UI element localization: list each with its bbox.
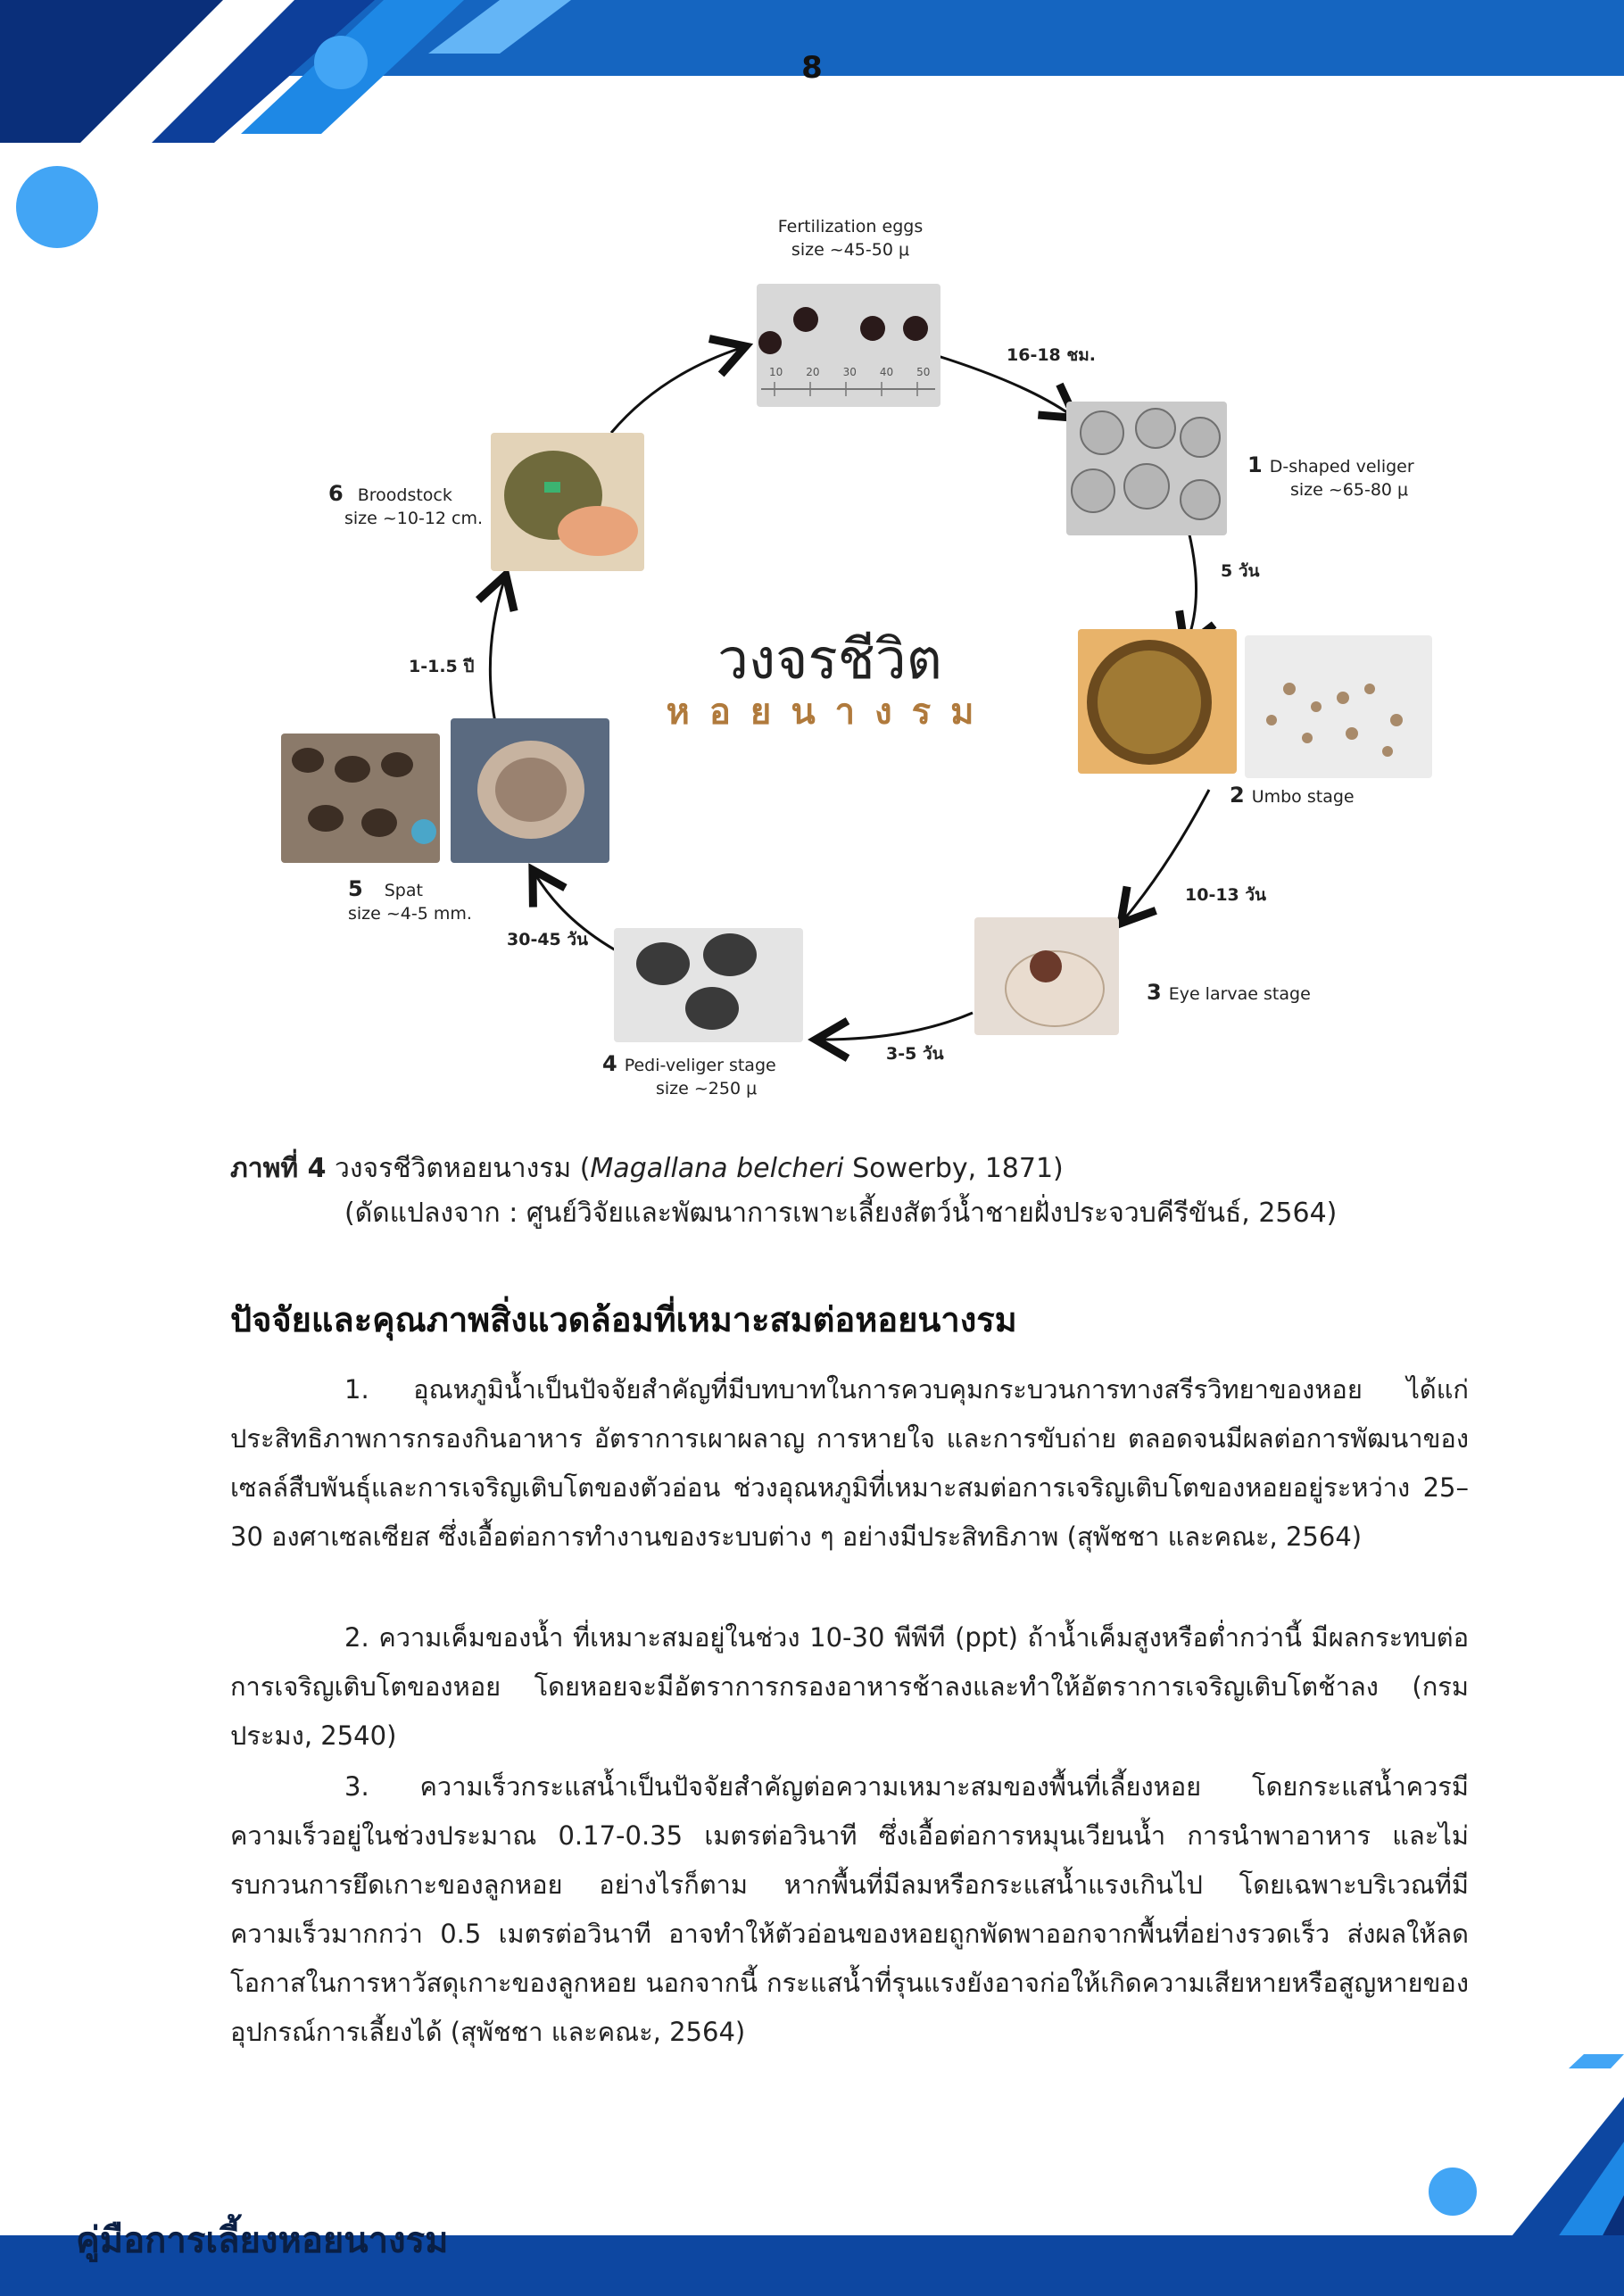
- eye-larvae-illustration: [974, 917, 1119, 1035]
- page-number: 8: [801, 50, 823, 86]
- stage-number: 3: [1147, 980, 1162, 1005]
- broodstock-illustration: [491, 433, 644, 571]
- caption-lead: ภาพที่ 4: [230, 1153, 327, 1184]
- scale-tick: 30: [842, 366, 857, 378]
- duration-label: 3-5 วัน: [886, 1044, 944, 1064]
- stage-name: Umbo stage: [1251, 787, 1355, 807]
- stage-number: 1: [1247, 452, 1263, 477]
- stage-number: 5: [348, 876, 363, 901]
- photo-spat-closeup: [451, 718, 609, 863]
- spat-group-illustration: [281, 734, 440, 863]
- paragraph-temperature: 1. อุณหภูมิน้ำเป็นปัจจัยสำคัญที่มีบทบาทในการควบคุมกระบวนการทางสรีรวิทยาของหอย ได้แก่ ประสิทธิภาพการกรองกินอาหาร อัตราการเผาผลาญ การหายใจ และการขับถ่าย ตลอดจนมีผลต่อการพัฒนาของเซลล์สืบพันธุ์และการเจริญเติบโตของตัวอ่อน ช่วงอุณหภูมิที่เหมาะสมต่อการเจริญเติบโตของหอยอยู่ระหว่าง 25–30 องศาเซลเซียส ซึ่งเอื้อต่อการทำงานของระบบต่าง ๆ อย่างมีประสิทธิภาพ (สุพัชชา และคณะ, 2564): [230, 1374, 1469, 1552]
- stage-number: 4: [602, 1051, 617, 1076]
- umbo-group-illustration: [1245, 635, 1432, 778]
- stage-fertilization-eggs: [766, 216, 935, 261]
- stage-broodstock: [328, 479, 483, 531]
- umbo-closeup-illustration: [1078, 629, 1237, 774]
- photo-pedi-veliger: [614, 928, 803, 1042]
- stage-size: size ~4-5 mm.: [348, 904, 472, 924]
- paragraph-salinity: 2. ความเค็มของน้ำ ที่เหมาะสมอยู่ในช่วง 10-30 พีพีที (ppt) ถ้าน้ำเค็มสูงหรือต่ำกว่านี้ มีผลกระทบต่อการเจริญเติบโตของหอย โดยหอยจะมีอัตราการกรองอาหารช้าลงและทำให้อัตราการเจริญเติบโตช้าลง (กรมประมง, 2540): [230, 1622, 1469, 1751]
- arrow-dveliger-to-umbo: [1187, 531, 1197, 642]
- photo-d-shaped-veliger: [1066, 402, 1227, 535]
- duration-label: 10-13 วัน: [1185, 885, 1267, 905]
- stage-umbo: [1230, 781, 1355, 809]
- caption-text-after: Sowerby, 1871): [843, 1153, 1064, 1184]
- spat-closeup-illustration: [451, 718, 609, 863]
- caption-source: (ดัดแปลงจาก : ศูนย์วิจัยและพัฒนาการเพาะเลี้ยงสัตว์น้ำชายฝั่งประจวบคีรีขันธ์, 2564): [344, 1198, 1338, 1229]
- stage-size: size ~65-80 μ: [1290, 480, 1409, 501]
- stage-name: Eye larvae stage: [1168, 984, 1311, 1004]
- stage-name: Pedi-veliger stage: [624, 1056, 776, 1075]
- stage-pedi-veliger: [602, 1049, 776, 1101]
- stage-eye-larvae: [1147, 978, 1311, 1007]
- stage-name: Spat: [384, 881, 423, 900]
- stage-size: size ~10-12 cm.: [344, 509, 484, 529]
- arrow-broodstock-to-eggs: [611, 348, 741, 433]
- stage-number: 2: [1230, 783, 1245, 808]
- duration-label: 30-45 วัน: [507, 930, 589, 949]
- scale-tick: 20: [806, 366, 820, 378]
- lifecycle-subtitle: หอยนางรม: [666, 692, 994, 733]
- stage-name: Broodstock: [357, 485, 452, 505]
- photo-eye-larvae: [974, 917, 1119, 1035]
- stage-spat: [348, 874, 472, 926]
- dveliger-illustration: [1066, 402, 1227, 535]
- decor-circle-small: [314, 36, 368, 89]
- scale-tick: 50: [916, 366, 931, 378]
- photo-umbo-stage-group: [1245, 635, 1432, 778]
- paragraph-current: 3. ความเร็วกระแสน้ำเป็นปัจจัยสำคัญต่อความเหมาะสมของพื้นที่เลี้ยงหอย โดยกระแสน้ำควรมีความเร็วอยู่ในช่วงประมาณ 0.17-0.35 เมตรต่อวินาที ซึ่งเอื้อต่อการหมุนเวียนน้ำ การนำพาอาหาร และไม่รบกวนการยึดเกาะของลูกหอย อย่างไรก็ตาม หากพื้นที่มีลมหรือกระแสน้ำแรงเกินไป โดยเฉพาะบริเวณที่มีความเร็วมากกว่า 0.5 เมตรต่อวินาที อาจทำให้ตัวอ่อนของหอยถูกพัดพาออกจากพื้นที่อย่างรวดเร็ว ส่งผลให้ลดโอกาสในการหาวัสดุเกาะของลูกหอย นอกจากนี้ กระแสน้ำที่รุนแรงยังอาจก่อให้เกิดความเสียหายหรือสูญหายของอุปกรณ์การเลี้ยงได้ (สุพัชชา และคณะ, 2564): [230, 1771, 1469, 2047]
- stage-size: size ~45-50 μ: [791, 239, 910, 260]
- figure-caption: [230, 1147, 1479, 1236]
- section-heading: ปัจจัยและคุณภาพสิ่งแวดล้อมที่เหมาะสมต่อหอยนางรม: [230, 1300, 1017, 1339]
- scale-tick: 40: [879, 366, 894, 378]
- stage-number: 6: [328, 481, 344, 506]
- pedi-veliger-illustration: [614, 928, 803, 1042]
- duration-label: 16-18 ชม.: [1007, 345, 1097, 365]
- stage-d-shaped-veliger: [1247, 451, 1414, 502]
- photo-umbo-stage-closeup: [1078, 629, 1237, 774]
- scale-tick: 10: [769, 366, 783, 378]
- lifecycle-title: วงจรชีวิต: [717, 626, 942, 692]
- photo-broodstock: [491, 433, 644, 571]
- arrow-eye-to-pedi: [821, 1013, 973, 1040]
- eggs-illustration: [757, 284, 940, 407]
- caption-scientific-name: Magallana belcheri: [590, 1153, 844, 1184]
- decor-circle-large: [16, 166, 98, 248]
- scale-ticks: [769, 366, 930, 378]
- stage-name: Fertilization eggs: [777, 217, 924, 236]
- photo-spat-group: [281, 734, 440, 863]
- duration-label: 5 วัน: [1221, 561, 1260, 581]
- stage-name: D-shaped veliger: [1269, 457, 1414, 477]
- stage-size: size ~250 μ: [656, 1079, 758, 1099]
- duration-label: 1-1.5 ปี: [409, 657, 475, 676]
- caption-text: วงจรชีวิตหอยนางรม (: [326, 1153, 591, 1184]
- arrow-spat-to-broodstock: [490, 580, 504, 723]
- footer-title: คู่มือการเลี้ยงหอยนางรม: [76, 2220, 449, 2261]
- footer-decor-circle: [1426, 2165, 1479, 2218]
- photo-fertilization-eggs: [757, 284, 940, 407]
